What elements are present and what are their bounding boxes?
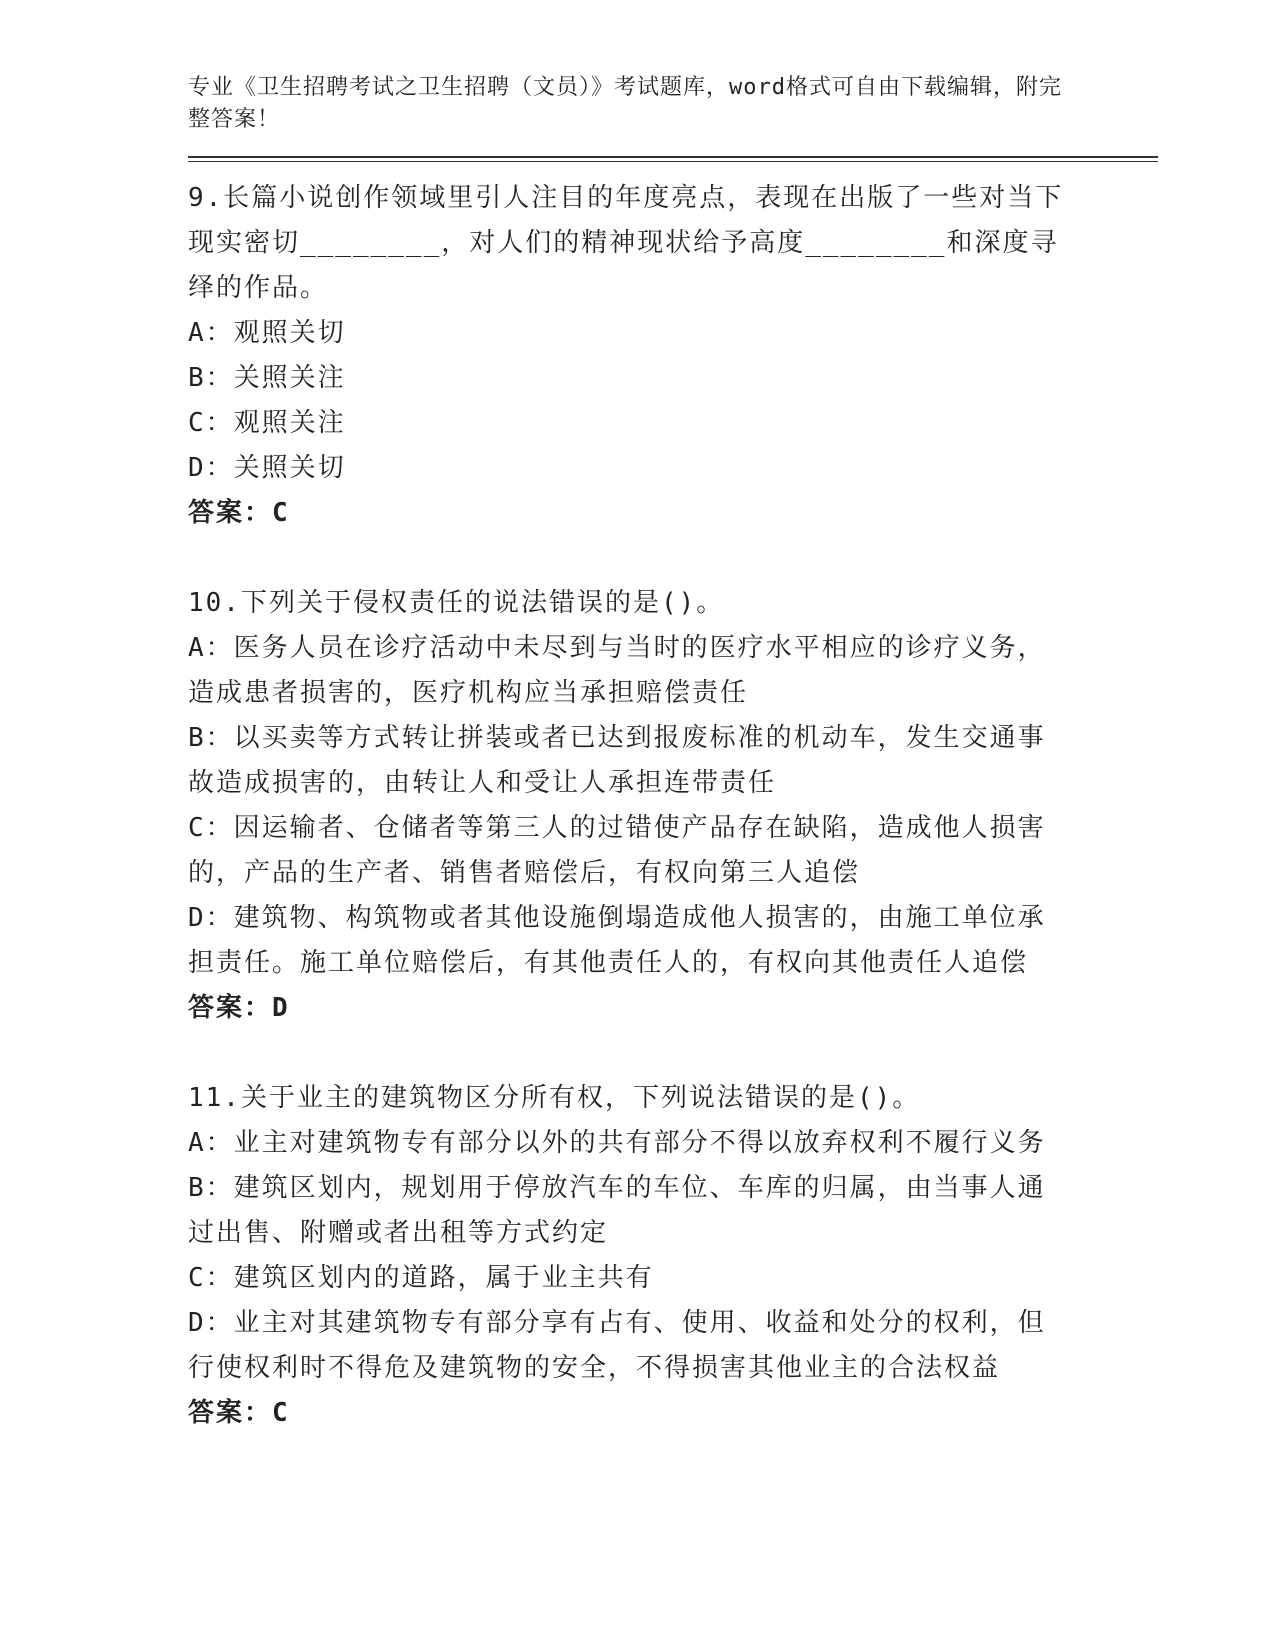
question-stem: 10.下列关于侵权责任的说法错误的是()。 bbox=[188, 588, 725, 618]
answer-line: 答案：D bbox=[188, 993, 290, 1023]
question-9 bbox=[188, 176, 1068, 536]
document-page bbox=[188, 72, 1158, 1436]
option-d: D：建筑物、构筑物或者其他设施倒塌造成他人损害的，由施工单位承担责任。施工单位赔偿后，有其他责任人的，有权向其他责任人追偿 bbox=[188, 903, 1046, 978]
option-c: C：因运输者、仓储者等第三人的过错使产品存在缺陷，造成他人损害的，产品的生产者、销售者赔偿后，有权向第三人追偿 bbox=[188, 813, 1046, 888]
question-10 bbox=[188, 581, 1068, 1031]
document-header: 专业《卫生招聘考试之卫生招聘（文员）》考试题库，word格式可自由下载编辑，附完整答案！ bbox=[188, 75, 1062, 132]
option-c: C：观照关注 bbox=[188, 408, 346, 438]
question-stem: 9.长篇小说创作领域里引人注目的年度亮点，表现在出版了一些对当下现实密切________，对人们的精神现状给予高度________和深度寻绎的作品。 bbox=[188, 183, 1064, 303]
option-a: A：观照关切 bbox=[188, 318, 346, 348]
option-b: B：以买卖等方式转让拼装或者已达到报废标准的机动车，发生交通事故造成损害的，由转让人和受让人承担连带责任 bbox=[188, 723, 1046, 798]
option-a: A：医务人员在诊疗活动中未尽到与当时的医疗水平相应的诊疗义务，造成患者损害的，医疗机构应当承担赔偿责任 bbox=[188, 633, 1046, 708]
option-a: A：业主对建筑物专有部分以外的共有部分不得以放弃权利不履行义务 bbox=[188, 1128, 1046, 1158]
question-stem: 11.关于业主的建筑物区分所有权，下列说法错误的是()。 bbox=[188, 1083, 921, 1113]
option-d: D：业主对其建筑物专有部分享有占有、使用、收益和处分的权利，但行使权利时不得危及建筑物的安全，不得损害其他业主的合法权益 bbox=[188, 1308, 1046, 1383]
option-b: B：关照关注 bbox=[188, 363, 346, 393]
option-b: B：建筑区划内，规划用于停放汽车的车位、车库的归属，由当事人通过出售、附赠或者出租等方式约定 bbox=[188, 1173, 1046, 1248]
answer-line: 答案：C bbox=[188, 1398, 290, 1428]
answer-line: 答案：C bbox=[188, 498, 290, 528]
question-list bbox=[188, 176, 1068, 1436]
header-divider bbox=[188, 156, 1158, 162]
option-d: D：关照关切 bbox=[188, 453, 346, 483]
option-c: C：建筑区划内的道路，属于业主共有 bbox=[188, 1263, 654, 1293]
question-11 bbox=[188, 1076, 1068, 1436]
